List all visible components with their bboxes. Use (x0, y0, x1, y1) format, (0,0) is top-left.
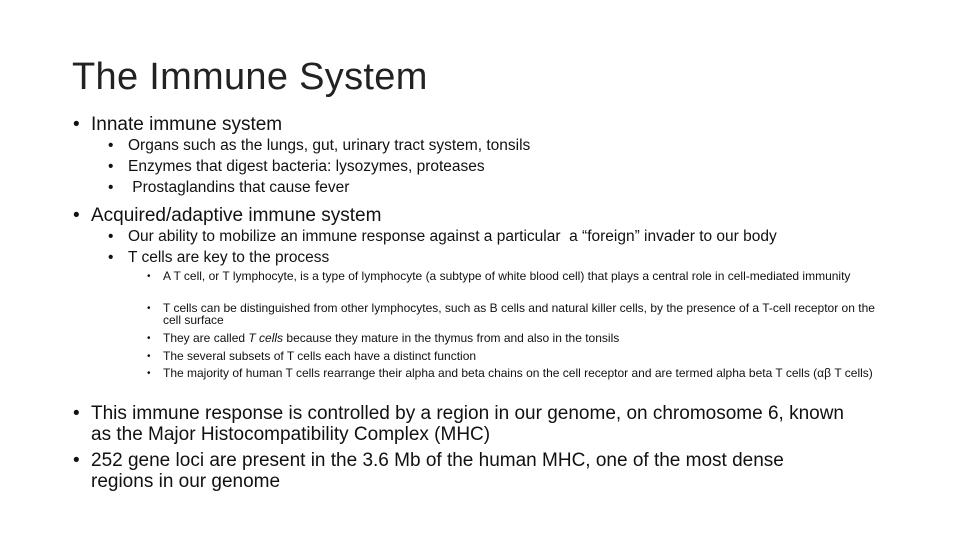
bullet-innate (73, 114, 283, 135)
innate-item-text: Prostaglandins that cause fever (128, 179, 350, 196)
tcell-detail (147, 349, 477, 363)
tcell-detail (147, 269, 883, 283)
bullet-dot: • (108, 249, 114, 266)
tcell-detail (147, 366, 883, 380)
bullet-dot: • (108, 137, 114, 154)
bullet-loci-text: 252 gene loci are present in the 3.6 Mb of the human MHC, one of the most dense regions in our genome (91, 450, 784, 492)
bullet-dot: • (147, 271, 151, 282)
tcell-detail (147, 331, 620, 345)
bullet-dot: • (73, 114, 80, 135)
innate-item (108, 179, 350, 197)
tcell-detail-text: The majority of human T cells rearrange their alpha and beta chains on the cell receptor and are termed alpha beta T cells (αβ T cells) (163, 366, 873, 380)
bullet-dot: • (108, 158, 114, 175)
bullet-dot: • (147, 303, 151, 314)
bullet-dot: • (73, 205, 80, 226)
bullet-mhc-text: This immune response is controlled by a region in our genome, on chromosome 6, known as the Major Histocompatibility Complex (MHC) (91, 403, 844, 445)
acquired-item (108, 228, 777, 246)
innate-item (108, 158, 485, 176)
innate-item-text: Enzymes that digest bacteria: lysozymes, proteases (128, 158, 485, 175)
bullet-mhc (73, 403, 851, 445)
tcell-detail (147, 301, 883, 327)
bullet-acquired-text: Acquired/adaptive immune system (91, 205, 382, 226)
tcell-detail-text: They are called (163, 331, 249, 345)
slide-title: The Immune System (72, 56, 428, 98)
bullet-dot: • (73, 450, 80, 471)
innate-item-text: Organs such as the lungs, gut, urinary tract system, tonsils (128, 137, 531, 154)
bullet-loci (73, 450, 851, 492)
acquired-item-text: Our ability to mobilize an immune response against a particular a “foreign” invader to our body (128, 228, 777, 245)
bullet-dot: • (147, 368, 151, 379)
bullet-dot: • (73, 403, 80, 424)
bullet-acquired (73, 205, 382, 226)
bullet-dot: • (147, 333, 151, 344)
bullet-dot: • (108, 228, 114, 245)
bullet-dot: • (108, 179, 114, 196)
tcell-detail-emphasis: T cells (248, 331, 284, 345)
bullet-dot: • (147, 351, 151, 362)
acquired-item (108, 249, 330, 267)
tcell-detail-text: because they mature in the thymus from and also in the tonsils (283, 331, 620, 345)
tcell-detail-text: A T cell, or T lymphocyte, is a type of lymphocyte (a subtype of white blood cell) that plays a central role in cell-mediated immunity (163, 269, 851, 283)
innate-item (108, 137, 531, 155)
acquired-item-text: T cells are key to the process (128, 249, 330, 266)
bullet-innate-text: Innate immune system (91, 114, 283, 135)
tcell-detail-text: T cells can be distinguished from other lymphocytes, such as B cells and natural killer cells, by the presence of a T-cell receptor on the cell surface (163, 301, 875, 327)
tcell-detail-text: The several subsets of T cells each have a distinct function (163, 349, 477, 363)
